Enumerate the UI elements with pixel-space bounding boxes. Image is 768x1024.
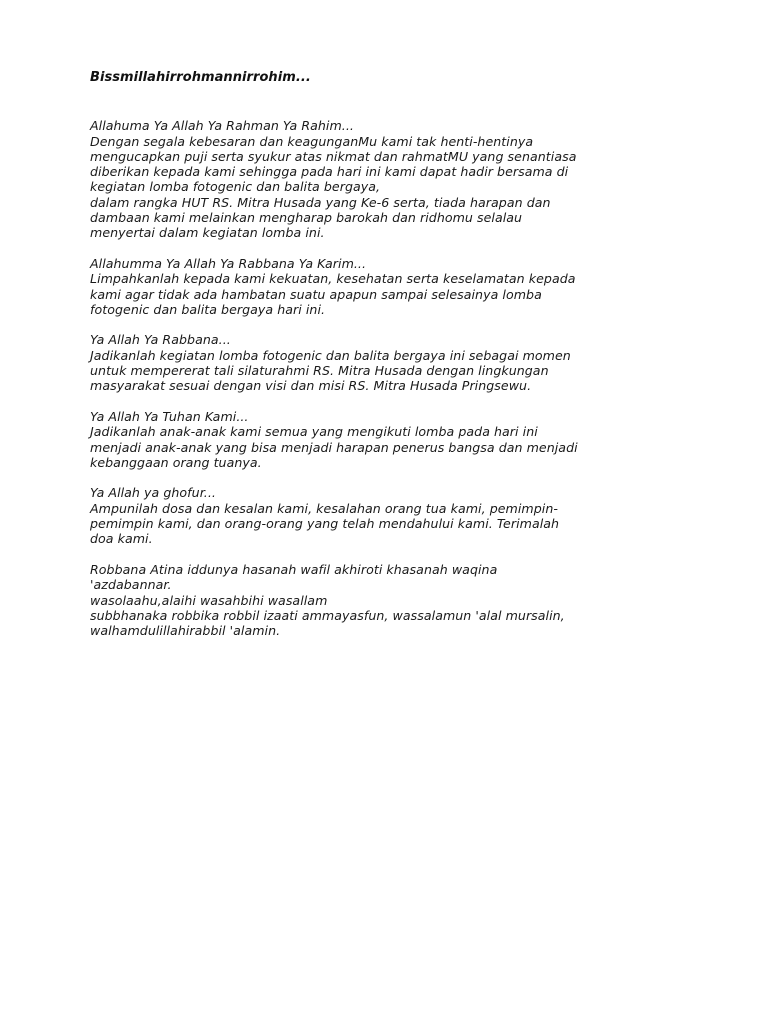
paragraph-line: Robbana Atina iddunya hasanah wafil akhiroti khasanah waqina <box>90 561 498 577</box>
paragraph-line: kami agar tidak ada hambatan suatu apapun sampai selesainya lomba <box>90 286 542 302</box>
paragraph-line: menjadi anak-anak yang bisa menjadi harapan penerus bangsa dan menjadi <box>90 439 578 455</box>
paragraph-line: fotogenic dan balita bergaya hari ini. <box>90 301 326 317</box>
paragraph-silaturahmi <box>90 332 690 393</box>
paragraph-line: Allahuma Ya Allah Ya Rahman Ya Rahim... <box>90 118 354 134</box>
paragraph-strength <box>90 256 690 317</box>
paragraph-children <box>90 409 690 470</box>
paragraph-line: masyarakat sesuai dengan visi dan misi RS. Mitra Husada Pringsewu. <box>90 378 532 394</box>
paragraph-line: Jadikanlah anak-anak kami semua yang mengikuti lomba pada hari ini <box>90 424 538 440</box>
paragraph-line: Ya Allah Ya Rabbana... <box>90 332 231 348</box>
paragraph-line: subbhanaka robbika robbil izaati ammayasfun, wassalamun 'alal mursalin, <box>90 607 565 623</box>
paragraph-line: mengucapkan puji serta syukur atas nikmat dan rahmatMU yang senantiasa <box>90 148 577 164</box>
paragraph-line: diberikan kepada kami sehingga pada hari ini kami dapat hadir bersama di <box>90 164 569 180</box>
paragraph-closing <box>90 562 690 638</box>
paragraph-line: Dengan segala kebesaran dan keagunganMu kami tak henti-hentinya <box>90 133 534 149</box>
paragraph-line: dalam rangka HUT RS. Mitra Husada yang Ke-6 serta, tiada harapan dan <box>90 194 551 210</box>
paragraph-line: pemimpin kami, dan orang-orang yang telah mendahului kami. Terimalah <box>90 516 560 532</box>
paragraph-line: wasolaahu,alaihi wasahbihi wasallam <box>90 592 328 608</box>
paragraph-line: kebanggaan orang tuanya. <box>90 454 262 470</box>
paragraph-line: menyertai dalam kegiatan lomba ini. <box>90 225 325 241</box>
paragraph-line: untuk mempererat tali silaturahmi RS. Mitra Husada dengan lingkungan <box>90 363 549 379</box>
paragraph-line: Ya Allah ya ghofur... <box>90 485 216 501</box>
paragraph-line: walhamdulillahirabbil 'alamin. <box>90 623 281 639</box>
document-title: Bissmillahirrohmannirrohim... <box>90 70 311 85</box>
paragraph-line: 'azdabannar. <box>90 577 172 593</box>
paragraph-forgiveness <box>90 485 690 546</box>
paragraph-line: Allahumma Ya Allah Ya Rabbana Ya Karim... <box>90 255 367 271</box>
paragraph-line: dambaan kami melainkan mengharap barokah dan ridhomu selalau <box>90 210 523 226</box>
paragraph-line: Limpahkanlah kepada kami kekuatan, kesehatan serta keselamatan kepada <box>90 271 576 287</box>
paragraph-opening-praise <box>90 118 690 240</box>
paragraph-line: kegiatan lomba fotogenic dan balita bergaya, <box>90 179 381 195</box>
paragraph-line: doa kami. <box>90 531 153 547</box>
paragraph-line: Jadikanlah kegiatan lomba fotogenic dan balita bergaya ini sebagai momen <box>90 347 571 363</box>
document-page <box>90 70 690 654</box>
paragraph-line: Ya Allah Ya Tuhan Kami... <box>90 408 249 424</box>
paragraph-line: Ampunilah dosa dan kesalan kami, kesalahan orang tua kami, pemimpin- <box>90 500 558 516</box>
